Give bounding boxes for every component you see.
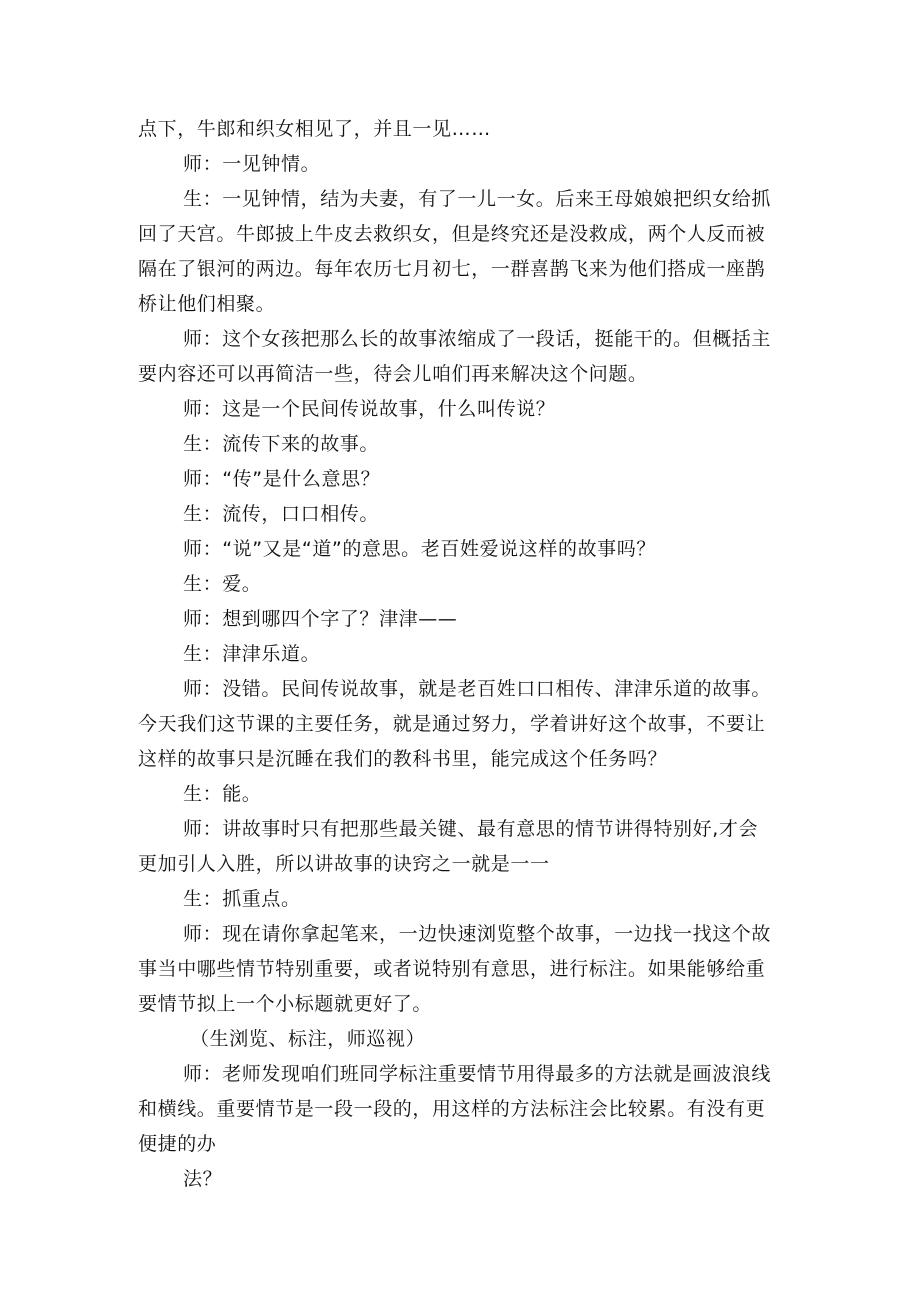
text-line: 回了天宫。牛郎披上牛皮去救织女，但是终究还是没救成，两个人反而被 bbox=[138, 223, 766, 245]
text-line: 事当中哪些情节特别重要，或者说特别有意思，进行标注。如果能够给重 bbox=[138, 958, 766, 980]
text-line: 生：津津乐道。 bbox=[183, 643, 321, 665]
text-line: 生：一见钟情，结为夫妻，有了一儿一女。后来王母娘娘把织女给抓 bbox=[183, 188, 772, 210]
text-line: 生：流传下来的故事。 bbox=[183, 433, 380, 455]
text-line: 师：一见钟情。 bbox=[183, 153, 321, 175]
text-line: 便捷的办 bbox=[138, 1133, 217, 1155]
text-line: 今天我们这节课的主要任务，就是通过努力，学着讲好这个故事，不要让 bbox=[138, 713, 766, 735]
text-line: 点下，牛郎和织女相见了，并且一见…… bbox=[138, 118, 491, 140]
text-line: 师：这是一个民间传说故事，什么叫传说？ bbox=[183, 398, 556, 420]
text-line: 要情节拟上一个小标题就更好了。 bbox=[138, 993, 433, 1015]
text-line: 师：现在请你拿起笔来，一边快速浏览整个故事，一边找一找这个故 bbox=[183, 923, 772, 945]
text-line: 生：能。 bbox=[183, 783, 262, 805]
text-line: 法？ bbox=[183, 1168, 223, 1190]
text-line: 师：这个女孩把那么长的故事浓缩成了一段话，挺能干的。但概括主 bbox=[183, 328, 772, 350]
text-line: 师：“传”是什么意思？ bbox=[183, 468, 381, 490]
text-line: （生浏览、标注，师巡视） bbox=[190, 1028, 426, 1050]
text-line: 生：流传，口口相传。 bbox=[183, 503, 380, 525]
text-line: 要内容还可以再简洁一些，待会儿咱们再来解决这个问题。 bbox=[138, 363, 648, 385]
text-line: 师：老师发现咱们班同学标注重要情节用得最多的方法就是画波浪线 bbox=[183, 1063, 772, 1085]
text-line: 生：抓重点。 bbox=[183, 888, 301, 910]
text-line: 桥让他们相聚。 bbox=[138, 293, 276, 315]
text-line: 这样的故事只是沉睡在我们的教科书里，能完成这个任务吗？ bbox=[138, 748, 668, 770]
text-line: 和横线。重要情节是一段一段的，用这样的方法标注会比较累。有没有更 bbox=[138, 1098, 766, 1120]
text-line: 师：讲故事时只有把那些最关键、最有意思的情节讲得特别好,才会 bbox=[183, 818, 759, 840]
text-line: 师：没错。民间传说故事，就是老百姓口口相传、津津乐道的故事。 bbox=[183, 678, 772, 700]
text-line: 更加引人入胜，所以讲故事的诀窍之一就是一一 bbox=[138, 853, 550, 875]
text-line: 师：想到哪四个字了？津津—— bbox=[183, 608, 458, 630]
text-line: 师：“说”又是“道”的意思。老百姓爱说这样的故事吗？ bbox=[183, 538, 656, 560]
text-line: 隔在了银河的两边。每年农历七月初七，一群喜鹊飞来为他们搭成一座鹊 bbox=[138, 258, 766, 280]
text-line: 生：爱。 bbox=[183, 573, 262, 595]
